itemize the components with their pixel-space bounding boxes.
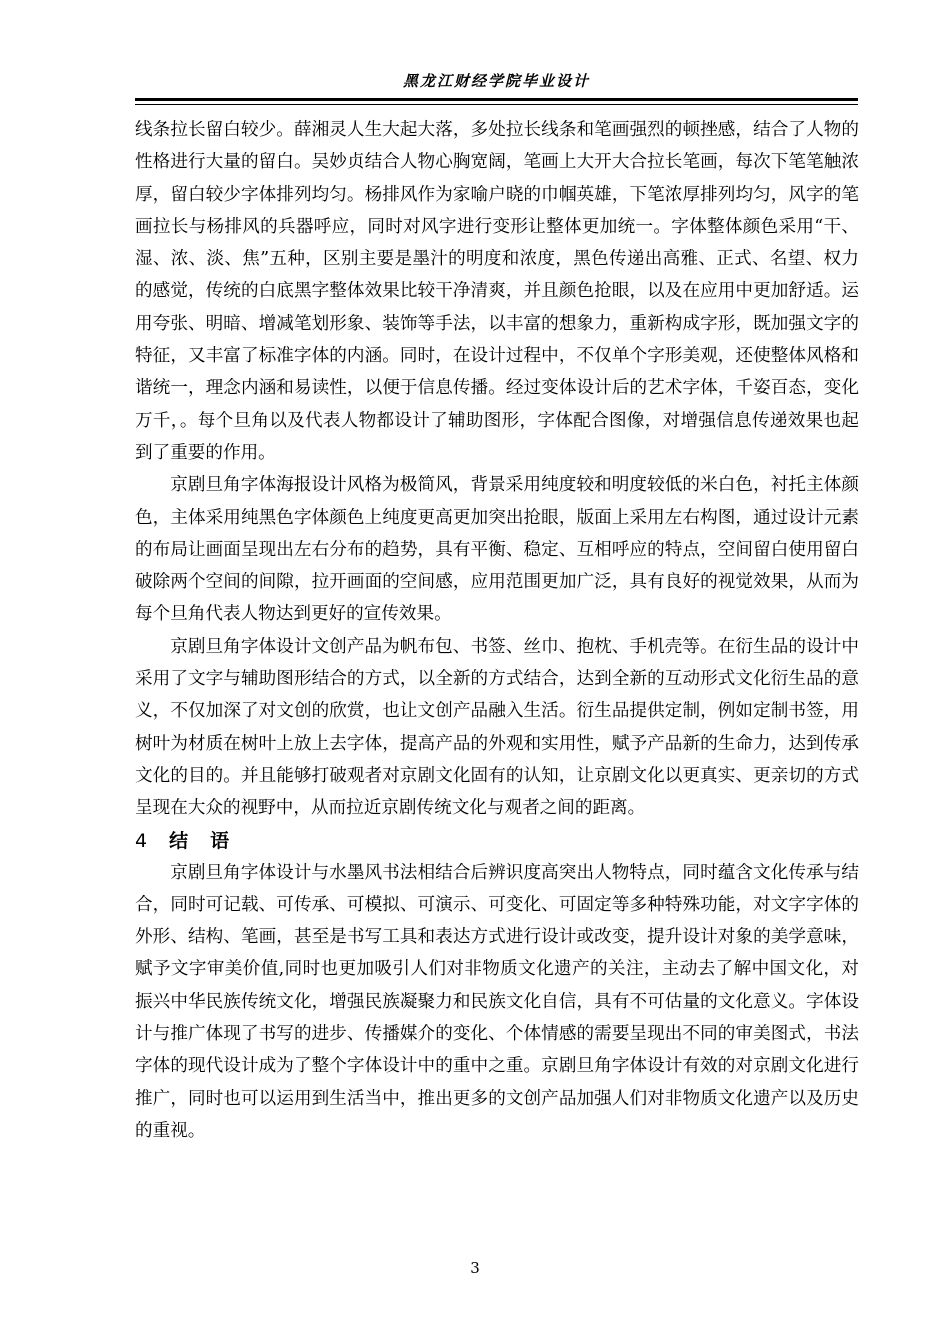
header-rule-thin <box>135 104 858 105</box>
body-paragraph-2: 京剧旦角字体海报设计风格为极简风，背景采用纯度较和明度较低的米白色，衬托主体颜色，主体采用纯黑色字体颜色上纯度更高更加突出抢眼，版面上采用左右构图，通过设计元素的布局让画面呈现出左右分布的趋势，具有平衡、稳定、互相呼应的特点，空间留白使用留白破除两个空间的间隙，拉开画面的空间感，应用范围更加广泛，具有良好的视觉效果，从而为每个旦角代表人物达到更好的宣传效果。 <box>135 475 859 625</box>
page-number: 3 <box>470 1259 480 1277</box>
section-title-char-1: 结 <box>169 829 189 852</box>
section-title-char-2: 语 <box>210 829 230 852</box>
page-header-title: 黑龙江财经学院毕业设计 <box>402 72 590 90</box>
document-body <box>135 114 859 1147</box>
section-number: 4 <box>135 829 148 852</box>
body-paragraph-1: 线条拉长留白较少。薛湘灵人生大起大落，多处拉长线条和笔画强烈的顿挫感，结合了人物的性格进行大量的留白。吴妙贞结合人物心胸宽阔，笔画上大开大合拉长笔画，每次下笔笔触浓厚，留白较少字体排列均匀。杨排风作为家喻户晓的巾帼英雄，下笔浓厚排列均匀，风字的笔画拉长与杨排风的兵器呼应，同时对风字进行变形让整体更加统一。字体整体颜色采用“干、湿、浓、淡、焦”五种，区别主要是墨汁的明度和浓度，黑色传递出高雅、正式、名望、权力的感觉，传统的白底黑字整体效果比较干净清爽，并且颜色抢眼，以及在应用中更加舒适。运用夸张、明暗、增减笔划形象、装饰等手法，以丰富的想象力，重新构成字形，既加强文字的特征，又丰富了标准字体的内涵。同时，在设计过程中，不仅单个字形美观，还使整体风格和谐统一，理念内涵和易读性，以便于信息传播。经过变体设计后的艺术字体，千姿百态，变化万千，。每个旦角以及代表人物都设计了辅助图形，字体配合图像，对增强信息传递效果也起到了重要的作用。 <box>135 120 859 463</box>
section-heading <box>135 825 859 857</box>
body-paragraph-4: 京剧旦角字体设计与水墨风书法相结合后辨识度高突出人物特点，同时蕴含文化传承与结合，同时可记载、可传承、可模拟、可演示、可变化、可固定等多种特殊功能，对文字字体的外形、结构、笔画，甚至是书写工具和表达方式进行设计或改变，提升设计对象的美学意味，赋予文字审美价值,同时也更加吸引人们对非物质文化遗产的关注，主动去了解中国文化，对振兴中华民族传统文化，增强民族凝聚力和民族文化自信，具有不可估量的文化意义。字体设计与推广体现了书写的进步、传播媒介的变化、个体情感的需要呈现出不同的审美图式，书法字体的现代设计成为了整个字体设计中的重中之重。京剧旦角字体设计有效的对京剧文化进行推广，同时也可以运用到生活当中，推出更多的文创产品加强人们对非物质文化遗产以及历史的重视。 <box>135 862 859 1141</box>
body-paragraph-3: 京剧旦角字体设计文创产品为帆布包、书签、丝巾、抱枕、手机壳等。在衍生品的设计中采用了文字与辅助图形结合的方式，以全新的方式结合，达到全新的互动形式文化衍生品的意义，不仅加深了对文创的欣赏，也让文创产品融入生活。衍生品提供定制，例如定制书签，用树叶为材质在树叶上放上去字体，提高产品的外观和实用性，赋予产品新的生命力，达到传承文化的目的。并且能够打破观者对京剧文化固有的认知，让京剧文化以更真实、更亲切的方式呈现在大众的视野中，从而拉近京剧传统文化与观者之间的距离。 <box>135 636 859 819</box>
header-rule-thick <box>135 98 858 101</box>
